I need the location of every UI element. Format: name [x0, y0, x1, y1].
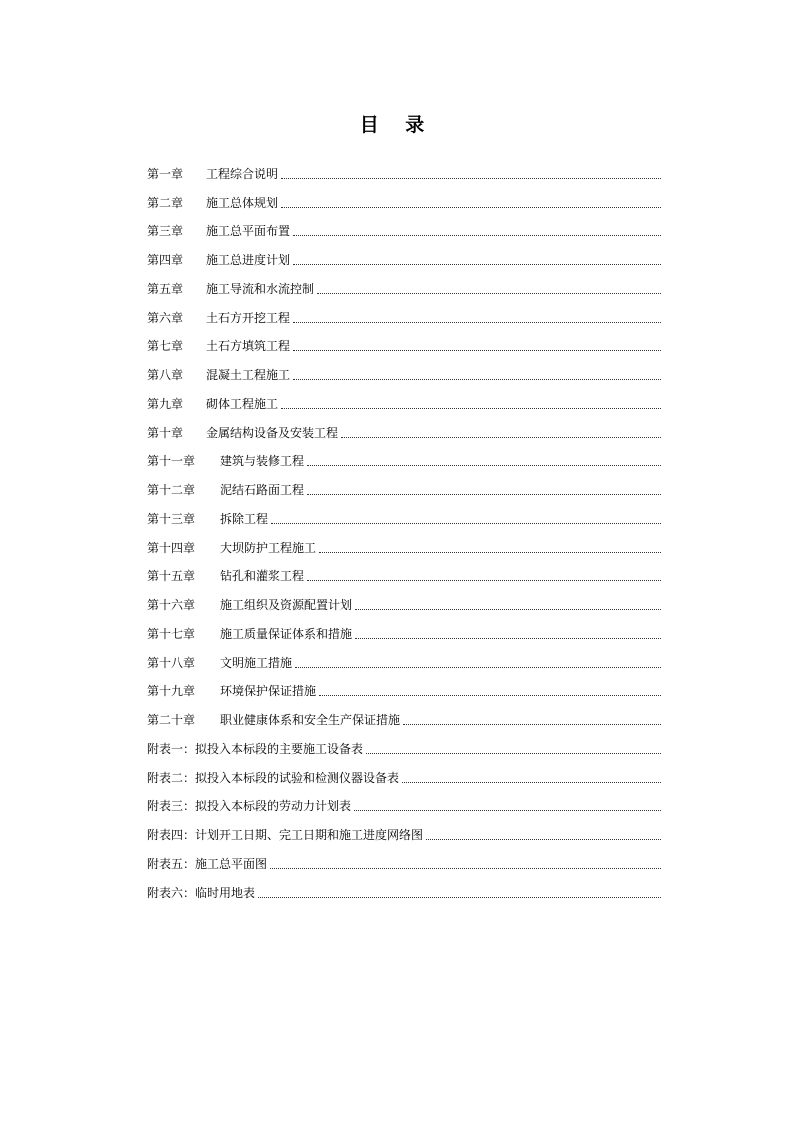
- toc-chapter-number: 第十七章: [147, 626, 196, 641]
- toc-chapter-number: 第十三章: [147, 511, 196, 526]
- toc-chapter-title: 金属结构设备及安装工程: [206, 425, 339, 440]
- toc-appendix-entry[interactable]: [147, 728, 661, 757]
- toc-dot-leader: [281, 207, 661, 208]
- toc-entry[interactable]: [147, 699, 661, 728]
- toc-entry[interactable]: [147, 383, 661, 412]
- toc-dot-leader: [366, 753, 661, 754]
- toc-chapter-number: 第十二章: [147, 483, 196, 497]
- toc-dot-leader: [354, 810, 661, 811]
- toc-appendix-entry[interactable]: [147, 872, 661, 901]
- toc-dot-leader: [355, 609, 661, 610]
- toc-dot-leader: [426, 839, 661, 840]
- toc-dot-leader: [307, 580, 661, 581]
- toc-chapter-number: 第三章: [147, 224, 184, 239]
- toc-dot-leader: [319, 695, 661, 696]
- toc-dot-leader: [293, 264, 661, 265]
- toc-appendix-number: 附表六：: [147, 885, 196, 900]
- toc-entry[interactable]: [147, 153, 661, 182]
- toc-chapter-number: 第五章: [147, 281, 184, 296]
- toc-appendix-number: 附表五：: [147, 856, 196, 871]
- toc-appendix-entry[interactable]: [147, 757, 661, 786]
- toc-appendix-entry[interactable]: [147, 786, 661, 815]
- toc-appendix-number: 附表四：: [147, 828, 196, 842]
- toc-chapter-title: 工程综合说明: [206, 166, 279, 181]
- toc-dot-leader: [295, 667, 661, 668]
- toc-entry[interactable]: [147, 556, 661, 585]
- toc-dot-leader: [293, 379, 661, 380]
- toc-chapter-title: 土石方开挖工程: [206, 310, 291, 325]
- toc-chapter-number: 第十一章: [147, 454, 196, 469]
- toc-entry[interactable]: [147, 182, 661, 211]
- toc-chapter-number: 第八章: [147, 368, 184, 382]
- toc-entry[interactable]: [147, 239, 661, 268]
- toc-chapter-title: 泥结石路面工程: [220, 483, 305, 497]
- toc-entry[interactable]: [147, 671, 661, 700]
- toc-chapter-number: 第七章: [147, 339, 184, 354]
- toc-chapter-number: 第二章: [147, 195, 184, 210]
- toc-entry[interactable]: [147, 297, 661, 326]
- toc-chapter-number: 第九章: [147, 396, 184, 411]
- toc-appendix-entry[interactable]: [147, 814, 661, 843]
- toc-dot-leader: [258, 897, 661, 898]
- toc-dot-leader: [281, 408, 661, 409]
- toc-chapter-title: 职业健康体系和安全生产保证措施: [220, 713, 401, 727]
- toc-chapter-number: 第十四章: [147, 540, 196, 555]
- table-of-contents: [147, 153, 661, 901]
- toc-appendix-number: 附表一：: [147, 741, 196, 756]
- toc-appendix-title: 临时用地表: [195, 885, 256, 900]
- toc-chapter-number: 第十五章: [147, 569, 196, 584]
- toc-dot-leader: [307, 494, 661, 495]
- toc-appendix-entry[interactable]: [147, 843, 661, 872]
- toc-chapter-title: 施工总平面布置: [206, 224, 291, 239]
- toc-chapter-title: 建筑与装修工程: [220, 454, 305, 469]
- toc-chapter-title: 施工导流和水流控制: [206, 281, 315, 296]
- toc-dot-leader: [341, 437, 661, 438]
- toc-chapter-title: 混凝土工程施工: [206, 368, 291, 382]
- toc-chapter-number: 第一章: [147, 166, 184, 181]
- toc-dot-leader: [319, 552, 661, 553]
- toc-chapter-number: 第四章: [147, 253, 184, 267]
- toc-chapter-number: 第十九章: [147, 684, 196, 699]
- toc-chapter-number: 第二十章: [147, 713, 196, 727]
- toc-chapter-number: 第十八章: [147, 655, 196, 670]
- toc-entry[interactable]: [147, 211, 661, 240]
- toc-chapter-title: 钻孔和灌浆工程: [220, 569, 305, 584]
- toc-chapter-title: 环境保护保证措施: [220, 684, 317, 699]
- toc-entry[interactable]: [147, 584, 661, 613]
- toc-chapter-number: 第十章: [147, 425, 184, 440]
- toc-chapter-title: 土石方填筑工程: [206, 339, 291, 354]
- page-title: 目 录: [359, 114, 435, 136]
- toc-entry[interactable]: [147, 613, 661, 642]
- toc-entry[interactable]: [147, 498, 661, 527]
- toc-dot-leader: [307, 465, 661, 466]
- toc-appendix-title: 拟投入本标段的劳动力计划表: [195, 799, 352, 814]
- toc-appendix-title: 施工总平面图: [195, 856, 268, 871]
- toc-chapter-title: 拆除工程: [220, 511, 269, 526]
- toc-dot-leader: [293, 322, 661, 323]
- toc-chapter-title: 大坝防护工程施工: [220, 540, 317, 555]
- toc-dot-leader: [281, 178, 661, 179]
- toc-chapter-title: 文明施工措施: [220, 655, 293, 670]
- toc-dot-leader: [317, 293, 661, 294]
- toc-entry[interactable]: [147, 527, 661, 556]
- toc-chapter-number: 第六章: [147, 310, 184, 325]
- toc-appendix-title: 计划开工日期、完工日期和施工进度网络图: [195, 828, 424, 842]
- toc-dot-leader: [271, 523, 661, 524]
- toc-entry[interactable]: [147, 412, 661, 441]
- toc-entry[interactable]: [147, 441, 661, 470]
- toc-appendix-number: 附表二：: [147, 770, 196, 785]
- toc-dot-leader: [293, 235, 661, 236]
- toc-chapter-title: 施工总进度计划: [206, 253, 291, 267]
- toc-dot-leader: [270, 868, 661, 869]
- toc-chapter-title: 施工组织及资源配置计划: [220, 598, 353, 612]
- toc-entry[interactable]: [147, 268, 661, 297]
- toc-chapter-title: 砌体工程施工: [206, 396, 279, 411]
- toc-dot-leader: [355, 638, 661, 639]
- toc-dot-leader: [403, 724, 661, 725]
- toc-entry[interactable]: [147, 469, 661, 498]
- toc-dot-leader: [402, 782, 661, 783]
- toc-chapter-title: 施工质量保证体系和措施: [220, 626, 353, 641]
- toc-chapter-title: 施工总体规划: [206, 195, 279, 210]
- toc-appendix-number: 附表三：: [147, 799, 196, 814]
- toc-dot-leader: [293, 350, 661, 351]
- toc-entry[interactable]: [147, 326, 661, 355]
- toc-chapter-number: 第十六章: [147, 598, 196, 612]
- toc-appendix-title: 拟投入本标段的试验和检测仪器设备表: [195, 770, 400, 785]
- toc-appendix-title: 拟投入本标段的主要施工设备表: [195, 741, 364, 756]
- toc-entry[interactable]: [147, 354, 661, 383]
- toc-entry[interactable]: [147, 642, 661, 671]
